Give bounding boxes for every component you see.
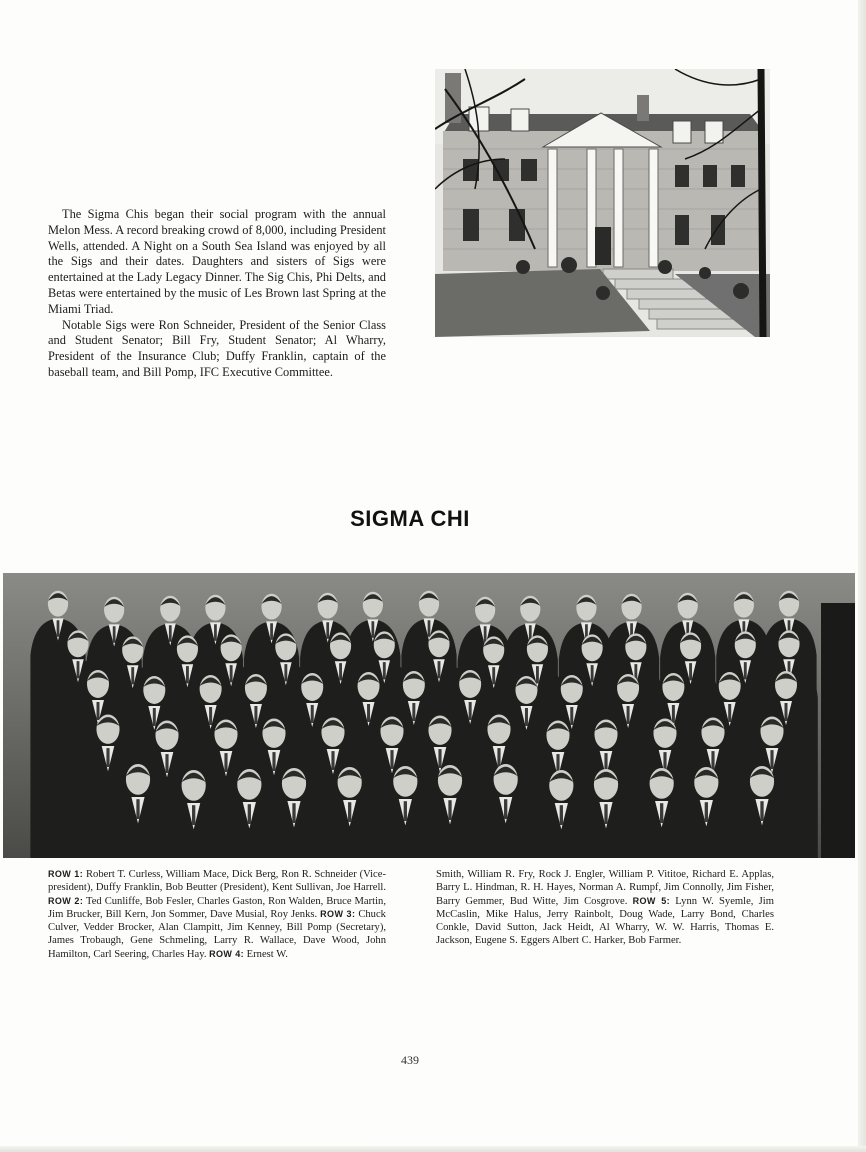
row-2-names: Ted Cunliffe, Bob Fesler, Charles Gaston, Ron Walden, Bruce Martin, Jim Brucker, Bill Kern, Jon Sommer, Dave Musial, Roy Jenks. [48,895,386,920]
row-1-label: ROW 1: [48,869,84,879]
intro-paragraph-1: The Sigma Chis began their social program with the annual Melon Mess. A record breaking crowd of 8,000, including President Wells, attended. A Night on a South Sea Island was enjoyed by all the Sigs and their dates. Daughters and sisters of Sigs were entertained at the Lady Legacy Dinner. The Sig Chis, Phi Delts, and Betas were entertained by the music of Les Brown last Spring at the Miami Triad. [48,207,386,316]
row-4-label: ROW 4: [209,948,245,959]
page-bottom-edge [0,1146,866,1152]
intro-paragraph-2: Notable Sigs were Ron Schneider, President of the Senior Class and Student Senator; Bill Fry, Student Senator; Al Wharry, President of the Insurance Club; Duffy Franklin, captain of the baseball team, and Bill Pomp, IFC Executive Committee. [48,317,386,379]
section-title: SIGMA CHI [350,506,470,531]
row-2-label: ROW 2: [48,895,84,906]
row-3-names: Chuck Culver, Vedder Brocker, Alan Clampitt, Jim Kenney, Bill Pomp (Secretary), James Trobaugh, Gene Schmeling, Larry R. Wallace, Dave Wood, John Hamilton, Carl Seering, Charles Hay. [48,908,386,960]
row-5-names: Lynn W. Syemle, Jim McCaslin, Mike Halus, Jerry Rainbolt, Doug Wade, Larry Bond, Charles Conkle, David Sutton, Jack Heidt, Al Wharry, W. W. Harris, Thomas E. Jackson, Eugene S. Eggers Albert C. Harker, Bob Farmer. [436,895,774,947]
row-5-label: ROW 5: [632,895,671,906]
chapter-house-photo [435,69,770,337]
caption-right-column [436,868,774,948]
page-number: 439 [401,1053,419,1067]
group-photo [3,573,855,858]
intro-text [48,207,386,381]
row-4-names-start: Ernest W. [244,948,288,960]
page-edge-shadow [858,0,866,1152]
caption-left-column [48,868,386,961]
row-3-label: ROW 3: [320,908,356,919]
row-4-names-continued: Smith, William R. Fry, Rock J. Engler, William P. Vititoe, Richard E. Applas, Barry L. Hindman, R. H. Hayes, Norman A. Rumpf, Jim Connolly, Jim Fisher, Barry Gemmer, Bud Witte, Jim Cosgrove. [436,869,774,907]
row-1-names: Robert T. Curless, William Mace, Dick Berg, Ron R. Schneider (Vice-president), Duffy Franklin, Bob Beutter (President), Kent Sullivan, Joe Harrell. [48,869,386,894]
